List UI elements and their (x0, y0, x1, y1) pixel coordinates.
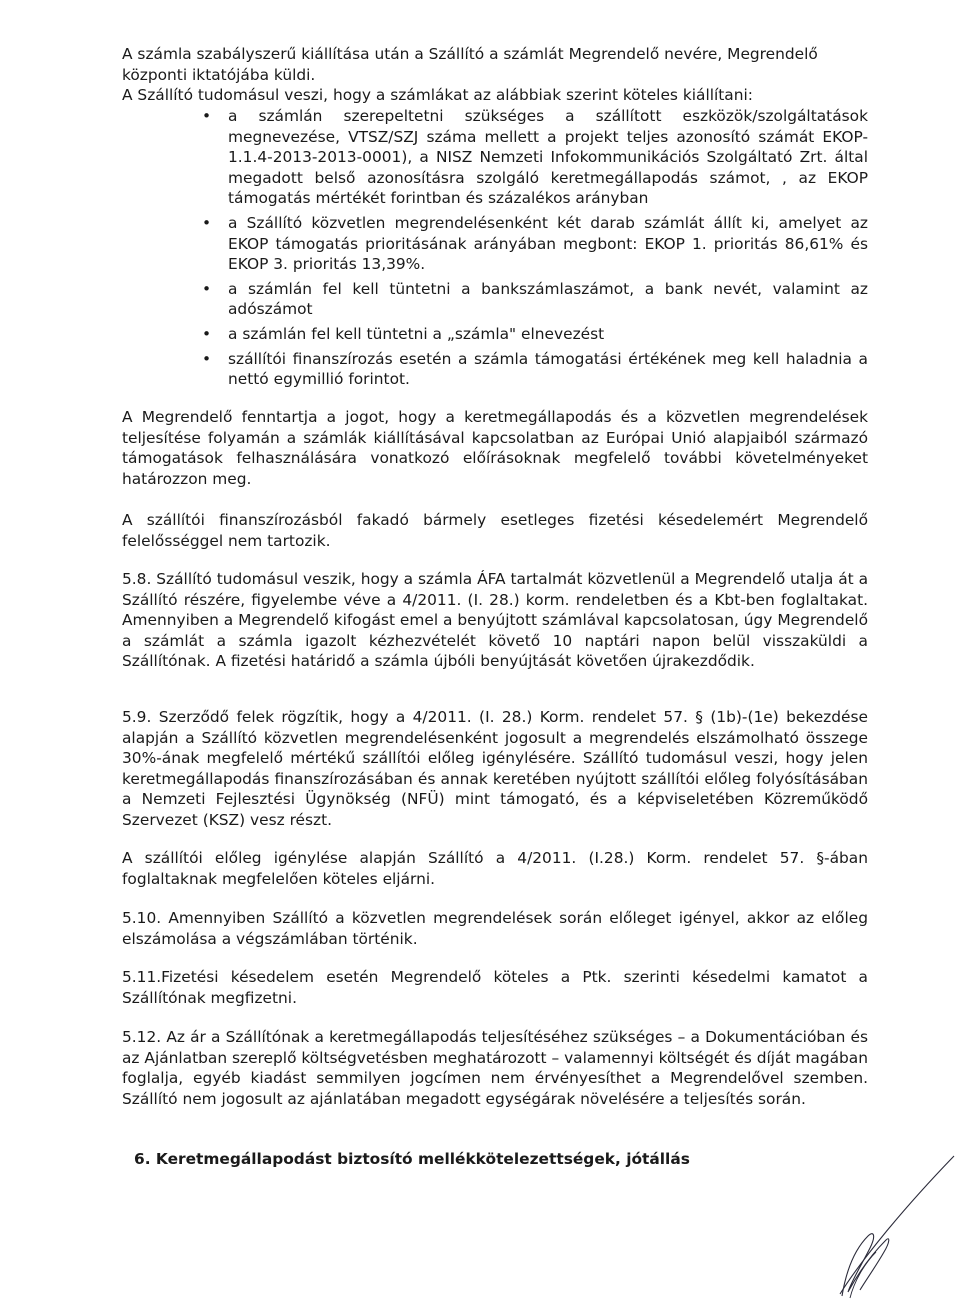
paragraph-5-10: 5.10. Amennyiben Szállító a közvetlen megrendelések során előleget igényel, akkor az előleg elszámolása a végszámlában történik. (122, 909, 868, 948)
list-item: • a számlán fel kell tüntetni a bankszámlaszámot, a bank nevét, valamint az adószámot (228, 279, 868, 320)
paragraph-5-11: 5.11.Fizetési késedelem esetén Megrendelő köteles a Ptk. szerinti késedelmi kamatot a Szállítónak megfizetni. (122, 968, 868, 1007)
paragraph-advance-request: A szállítói előleg igénylése alapján Szállító a 4/2011. (I.28.) Korm. rendelet 57. §-ában foglaltaknak megfelelően köteles eljárni. (122, 849, 868, 888)
section-heading: 6. Keretmegállapodást biztosító mellékkötelezettségek, jótállás (134, 1150, 690, 1168)
paragraph-payment-delay-liability: A szállítói finanszírozásból fakadó bármely esetleges fizetési késedelemért Megrendelő felelősséggel nem tartozik. (122, 511, 868, 550)
list-item: • szállítói finanszírozás esetén a számla támogatási értékének meg kell haladnia a nettó egymillió forintot. (228, 349, 868, 390)
intro-text (122, 44, 868, 106)
intro-line-1: A számla szabályszerű kiállítása után a Szállító a számlát Megrendelő nevére, Megrendelő központi iktatójába küldi. (122, 45, 818, 84)
list-item: • a számlán szerepeltetni szükséges a szállított eszközök/szolgáltatások megnevezése, VTSZ/SZJ száma mellett a projekt teljes azonosító számát EKOP-1.1.4-2013-2013-0001), a NISZ Nemzeti Infokommunikációs Szolgáltató Zrt. által megadott belső azonosításra szolgáló keretmegállapodás számot, , az EKOP támogatás mértékét forintban és százalékos arányban (228, 106, 868, 209)
list-item: • a számlán fel kell tüntetni a „számla" elnevezést (228, 324, 868, 345)
paragraph-additional-requirements: A Megrendelő fenntartja a jogot, hogy a keretmegállapodás és a közvetlen megrendelések teljesítése folyamán a számlák kiállításával kapcsolatban az Európai Unió alapjaiból származó támogatások felhasználására vonatkozó előírásoknak megfelelő további követelményeket határozzon meg. (122, 408, 868, 488)
paragraph-5-9: 5.9. Szerződő felek rögzítik, hogy a 4/2011. (I. 28.) Korm. rendelet 57. § (1b)-(1e) bekezdése alapján a Szállító közvetlen megrendelésenként jogosult a megrendelés elszámolható összege 30%-ának megfelelő mértékű szállítói előleg igénylésére. Szállító tudomásul veszi, hogy jelen keretmegállapodás finanszírozásában és annak keretében nyújtott szállítói előleg folyósításában a Nemzeti Fejlesztési Ügynökség (NFÜ) mint támogató, és a képviseletében Közreműködő Szervezet (KSZ) vesz részt. (122, 708, 868, 829)
intro-line-2: A Szállító tudomásul veszi, hogy a számlákat az alábbiak szerint köteles kiállítani: (122, 86, 753, 105)
paragraph-5-12: 5.12. Az ár a Szállítónak a keretmegállapodás teljesítéséhez szükséges – a Dokumentációban és az Ajánlatban szereplő költségvetésben meghatározott – valamennyi költségét és díját magában foglalja, egyéb kiadást semmilyen jogcímen nem érvényesíthet a Megrendelővel szemben. Szállító nem jogosult az ajánlatában megadott egységárak növelésére a teljesítés során. (122, 1028, 868, 1108)
paragraph-5-8: 5.8. Szállító tudomásul veszik, hogy a számla ÁFA tartalmát közvetlenül a Megrendelő utalja át a Szállító részére, figyelembe véve a 4/2011. (I. 28.) korm. rendeletben és a Kbt-ben foglaltakat. Amennyiben a Megrendelő kifogást emel a benyújtott számlával kapcsolatosan, úgy Megrendelő a számlát a számla igazolt kézhezvételét követő 10 naptári napon belül visszaküldi a Szállítónak. A fizetési határidő a számla újbóli benyújtását követően újrakezdődik. (122, 570, 869, 671)
signature-mark (830, 1152, 960, 1302)
invoice-requirements-list (228, 106, 868, 394)
list-item: • a Szállító közvetlen megrendelésenként két darab számlát állít ki, amelyet az EKOP támogatás prioritásának arányában megbont: EKOP 1. prioritás 86,61% és EKOP 3. prioritás 13,39%. (228, 213, 868, 275)
